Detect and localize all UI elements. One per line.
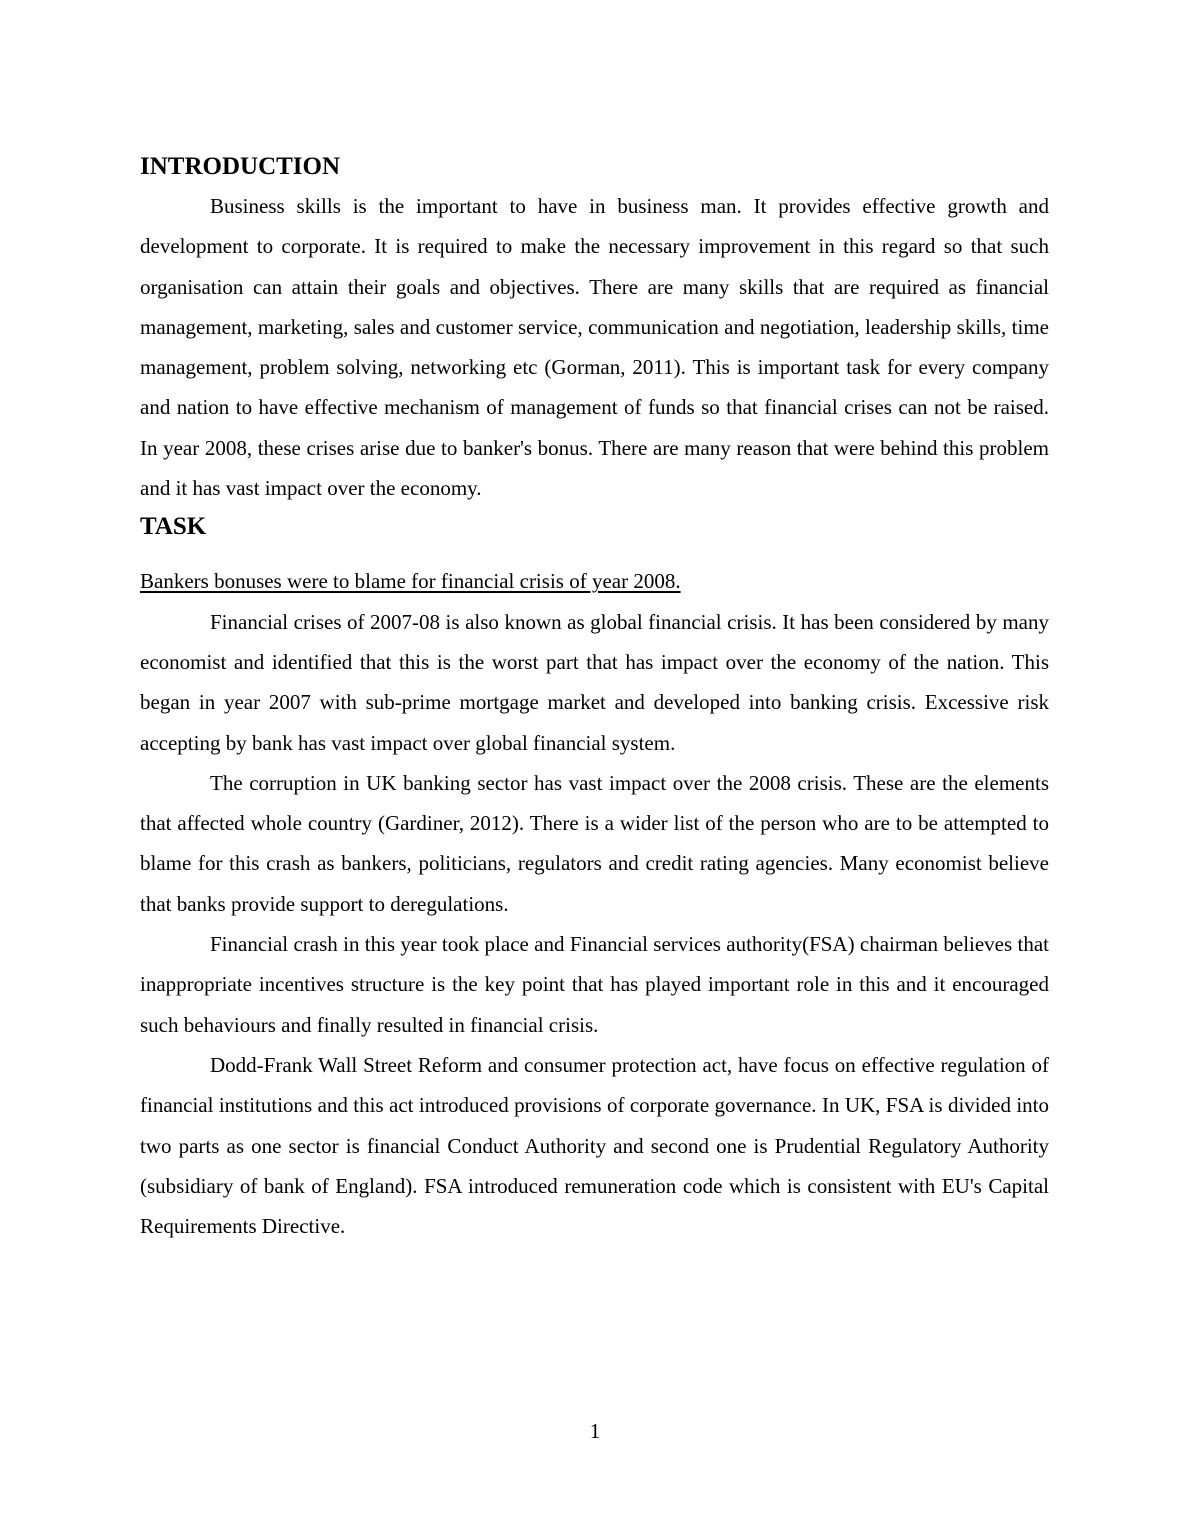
introduction-paragraph: Business skills is the important to have in business man. It provides effective growth and development to corporate. It is required to make the necessary improvement in this regard so that such organisation can attain their goals and objectives. There are many skills that are required as financial management, marketing, sales and customer service, communication and negotiation, leadership skills, time management, problem solving, networking etc (Gorman, 2011). This is important task for every company and nation to have effective mechanism of management of funds so that financial crises can not be raised. In year 2008, these crises arise due to banker's bonus. There are many reason that were behind this problem and it has vast impact over the economy. [140,194,1049,501]
page-number: 1 [589,1419,601,1443]
task-paragraph-1: Financial crises of 2007-08 is also known as global financial crisis. It has been considered by many economist and identified that this is the worst part that has impact over the economy of the nation. This began in year 2007 with sub-prime mortgage market and developed into banking crisis. Excessive risk accepting by bank has vast impact over global financial system. [140,609,1049,755]
task-paragraph-4: Dodd-Frank Wall Street Reform and consumer protection act, have focus on effective regulation of financial institutions and this act introduced provisions of corporate governance. In UK, FSA is divided into two parts as one sector is financial Conduct Authority and second one is Prudential Regulatory Authority (subsidiary of bank of England). FSA introduced remuneration code which is consistent with EU's Capital Requirements Directive. [140,1052,1049,1239]
task-paragraph-3: Financial crash in this year took place and Financial services authority(FSA) chairman believes that inappropriate incentives structure is the key point that has played important role in this and it encouraged such behaviours and finally resulted in financial crisis. [140,932,1049,1037]
task-heading: TASK [140,513,207,541]
page-content [140,148,1049,1246]
task-paragraph-2: The corruption in UK banking sector has vast impact over the 2008 crisis. These are the elements that affected whole country (Gardiner, 2012). There is a wider list of the person who are to be attempted to blame for this crash as bankers, politicians, regulators and credit rating agencies. Many economist believe that banks provide support to deregulations. [140,770,1049,916]
introduction-heading: INTRODUCTION [140,153,341,180]
task-subheading: Bankers bonuses were to blame for financial crisis of year 2008. [140,569,681,594]
